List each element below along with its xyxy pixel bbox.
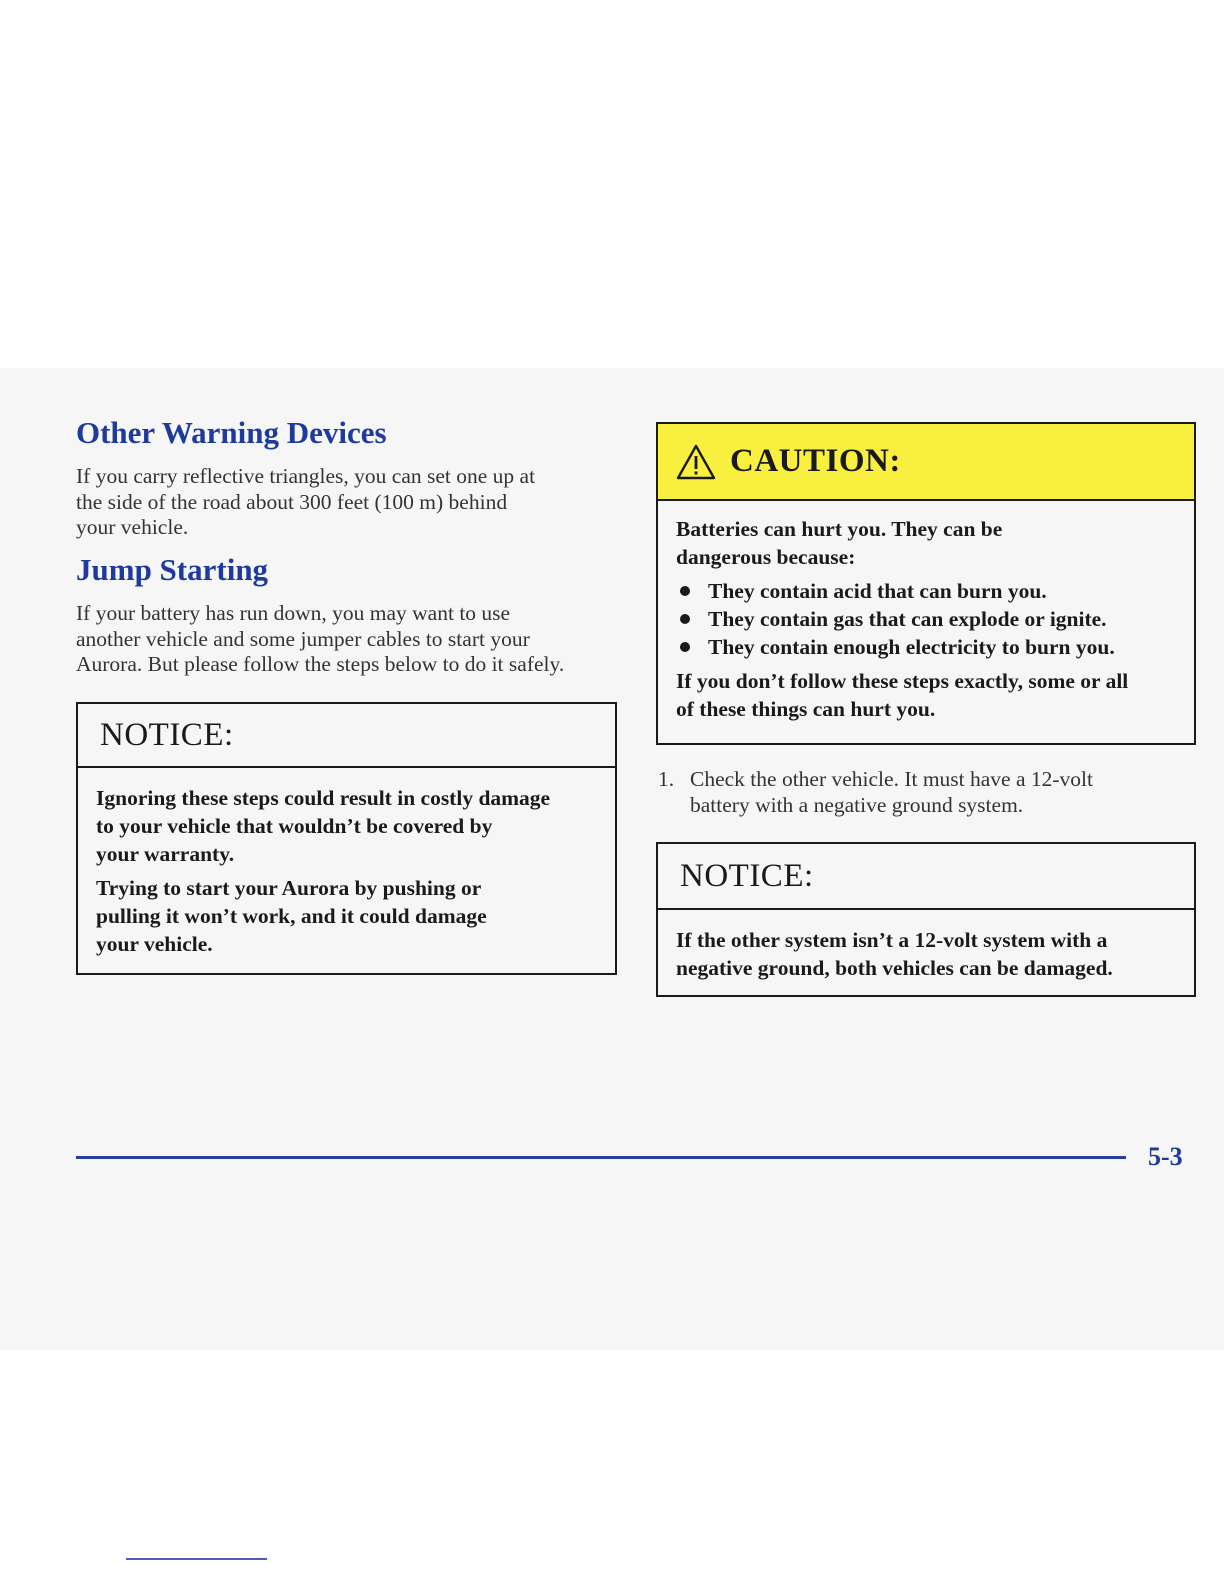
notice-body bbox=[658, 910, 1194, 982]
other-warning-devices-text: If you carry reflective triangles, you can set one up at the side of the road about 300 feet (100 m) behind your vehicle. bbox=[76, 464, 536, 539]
step-text: Check the other vehicle. It must have a 12-volt battery with a negative ground system. bbox=[690, 767, 1093, 817]
caution-intro: Batteries can hurt you. They can be dangerous because: bbox=[676, 517, 1003, 569]
notice-header bbox=[78, 704, 615, 768]
caution-outro: If you don’t follow these steps exactly, some or all of these things can hurt you. bbox=[676, 669, 1129, 721]
caution-box-batteries bbox=[656, 422, 1196, 745]
warning-triangle-icon bbox=[676, 444, 716, 480]
caution-bullet-list bbox=[676, 577, 1176, 661]
page-number: 5-3 bbox=[1148, 1142, 1183, 1171]
list-item: They contain gas that can explode or ignite. bbox=[676, 605, 1176, 633]
notice-header bbox=[658, 844, 1194, 910]
caution-body bbox=[658, 501, 1194, 723]
caution-title: CAUTION: bbox=[730, 443, 901, 479]
notice-title: NOTICE: bbox=[100, 716, 234, 753]
bottom-divider bbox=[126, 1558, 267, 1560]
heading-jump-starting: Jump Starting bbox=[76, 552, 269, 587]
footer-rule bbox=[76, 1156, 1126, 1159]
notice-title: NOTICE: bbox=[680, 857, 814, 894]
list-item: They contain acid that can burn you. bbox=[676, 577, 1176, 605]
jump-starting-text: If your battery has run down, you may want to use another vehicle and some jumper cables to start your Aurora. But please follow the steps below to do it safely. bbox=[76, 601, 565, 676]
bullet-icon bbox=[680, 614, 690, 624]
notice-box-ground bbox=[656, 842, 1196, 997]
notice-body bbox=[78, 768, 615, 958]
caution-header bbox=[658, 424, 1194, 501]
notice-box-damage bbox=[76, 702, 617, 975]
notice-paragraph-pushing: Trying to start your Aurora by pushing or pulling it won’t work, and it could damage your vehicle. bbox=[96, 876, 487, 956]
step-1 bbox=[658, 767, 1093, 818]
notice-paragraph-ground: If the other system isn’t a 12-volt system with a negative ground, both vehicles can be damaged. bbox=[676, 928, 1113, 980]
notice-paragraph-costly-damage: Ignoring these steps could result in costly damage to your vehicle that wouldn’t be covered by your warranty. bbox=[96, 786, 551, 866]
list-item: They contain enough electricity to burn you. bbox=[676, 633, 1176, 661]
bullet-icon bbox=[680, 586, 690, 596]
step-number: 1. bbox=[658, 767, 675, 791]
heading-other-warning-devices: Other Warning Devices bbox=[76, 415, 387, 450]
bullet-icon bbox=[680, 642, 690, 652]
